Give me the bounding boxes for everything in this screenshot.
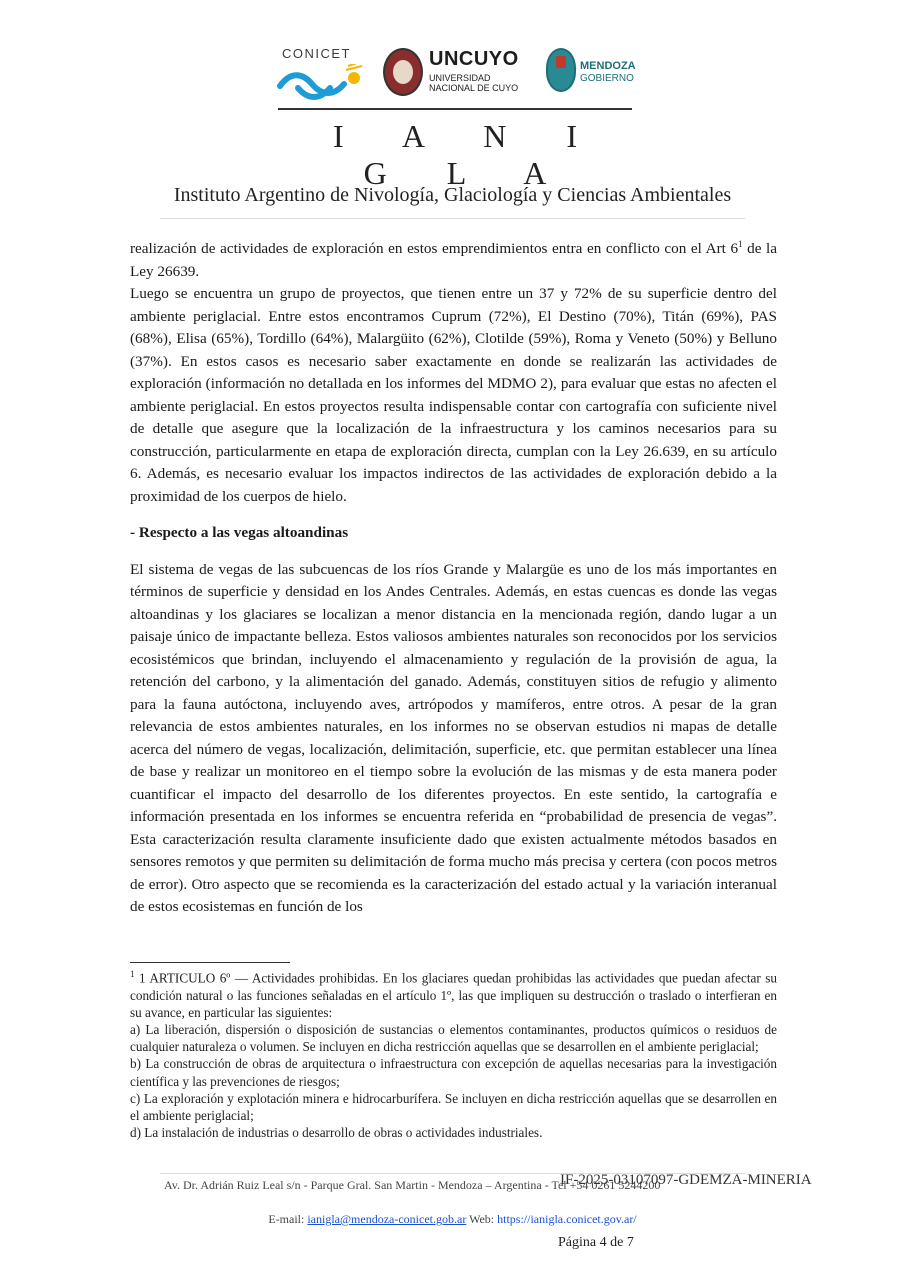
footnote-item-c: c) La exploración y explotación minera e hidrocarburífera. Se incluyen en dicha restricción aquellas que se desarrollen en el ambiente periglacial;: [130, 1090, 777, 1124]
uncuyo-sub-line2: NACIONAL DE CUYO: [429, 83, 519, 93]
footnote-ref: 1: [738, 238, 743, 249]
email-label: E-mail:: [268, 1212, 308, 1226]
paragraph-continuation: [130, 238, 777, 283]
mendoza-logo-subtext: GOBIERNO: [580, 73, 634, 84]
document-stamp: IF-2025-03107097-GDEMZA-MINERIA: [560, 1172, 812, 1188]
footnote-intro-text: 1 ARTICULO 6º — Actividades prohibidas. En los glaciares quedan prohibidas las actividades que puedan afectar su condición natural o las funciones señaladas en el artículo 1º, las que impliquen su destrucción o traslado o interfieran en su avance, en particular las siguientes:: [130, 970, 777, 1020]
email-link[interactable]: ianigla@mendoza-conicet.gob.ar: [307, 1212, 467, 1226]
footnotes: [130, 966, 777, 1141]
conicet-wave-icon: [276, 64, 366, 106]
header-divider: [160, 218, 745, 219]
paragraph-text: realización de actividades de exploración en estos emprendimientos entra en conflicto con el Art 6: [130, 240, 739, 257]
conicet-logo-text: CONICET: [282, 46, 351, 61]
footer-address: Av. Dr. Adrián Ruiz Leal s/n - Parque Gral. San Martin - Mendoza – Argentina - Tel +54 0261 5244200: [164, 1178, 661, 1192]
institute-acronym: I A N I G L A: [333, 118, 603, 191]
uncuyo-name: UNCUYO: [429, 48, 519, 70]
mendoza-logo: [546, 48, 636, 103]
institute-name: Instituto Argentino de Nivología, Glaciología y Ciencias Ambientales: [173, 184, 732, 206]
conicet-logo: [276, 46, 366, 106]
page-number: Página 4 de 7: [558, 1235, 634, 1250]
mendoza-logo-text: MENDOZA: [580, 60, 636, 72]
section-heading: - Respecto a las vegas altoandinas: [130, 524, 349, 541]
uncuyo-seal-icon: [383, 48, 423, 96]
footnote-item-a: a) La liberación, dispersión o disposición de sustancias o elementos contaminantes, productos químicos o residuos de cualquier naturaleza o volumen. Se incluyen en dicha restricción aquellas que se desarrollen en el ambiente periglacial;: [130, 1022, 777, 1055]
paragraph-vegas: El sistema de vegas de las subcuencas de los ríos Grande y Malargüe es uno de los más importantes en términos de superficie y densidad en los Andes Centrales. Además, en estas cuencas es donde las vegas altoandinas y los glaciares se localizan a menor distancia en la mencionada región, dando lugar a un paisaje único de impactante belleza. Estos valiosos ambientes naturales son reconocidos por los servicios ecosistémicos que brindan, incluyendo el almacenamiento y regulación de la provisión de agua, la retención del carbono, y la alimentación del ganado. Además, constituyen sitios de refugio y alimento para la fauna autóctona, incluyendo aves, artrópodos y mamíferos, entre otros. A pesar de la gran relevancia de estos ambientes naturales, en los informes no se observan estudios ni mapas de detalle acerca del número de vegas, localización, delimitación, superficie, etc. que permitan establecer una línea de base y realizar un monitoreo en el tiempo sobre la evolución de las mismas y de esta manera poder cuantificar el impacto del desarrollo de los diferentes proyectos. En este sentido, la cartografía e información presentada en los informes se encuentra referida en “probabilidad de presencia de vegas”. Esta caracterización resulta claramente insuficiente dado que existen actualmente métodos basados en sensores remotos y que permiten su delimitación de forma mucho más precisa y certera (con pocos metros de error). Otro aspecto que se recomienda es la caracterización del estado actual y la variación interanual de estos ecosistemas en función de los: [130, 560, 777, 915]
paragraph-text-end: de la Ley 26639.: [130, 240, 777, 280]
footnote-intro: [130, 966, 777, 1021]
uncuyo-subtitle: [429, 73, 518, 93]
footer-contact: [0, 1212, 905, 1227]
page-header: [0, 0, 905, 230]
document-body: [130, 238, 777, 919]
uncuyo-logo: [383, 48, 533, 103]
logo-divider: [278, 108, 632, 110]
footnote-item-b: b) La construcción de obras de arquitectura o infraestructura con excepción de aquellas necesarias para la investigación científica y las prevenciones de riesgos;: [130, 1056, 777, 1089]
paragraph-projects: Luego se encuentra un grupo de proyectos, que tienen entre un 37 y 72% de su superficie dentro del ambiente periglacial. Entre estos encontramos Cuprum (72%), El Destino (70%), Titán (69%), PAS (68%), Elisa (65%), Tordillo (64%), Malargüito (62%), Clotilde (59%), Roma y Veneto (50%) y Belluno (37%). En estos casos es necesario saber exactamente en donde se realizarán las actividades de exploración (información no detallada en los informes del MDMO 2), para evaluar que estas no afecten el ambiente periglacial. En estos proyectos resulta indispensable contar con cartografía con suficiente nivel de detalle que asegure que la localización de la infraestructura y los caminos necesarios para su construcción, particularmente en etapa de exploración directa, cumplan con la Ley 26.639, en su artículo 6. Además, es necesario evaluar los impactos indirectos de las actividades de exploración debido a la proximidad de los cuerpos de hielo.: [130, 285, 777, 505]
uncuyo-sub-line1: UNIVERSIDAD: [429, 73, 491, 83]
web-label: Web:: [466, 1212, 498, 1226]
web-link[interactable]: https://ianigla.conicet.gov.ar/: [497, 1212, 637, 1226]
logo-strip: [276, 40, 636, 110]
footnote-item-d: d) La instalación de industrias o desarrollo de obras o actividades industriales.: [130, 1125, 543, 1141]
mendoza-shield-icon: [546, 48, 576, 92]
footnote-number: 1: [130, 969, 135, 979]
footnote-divider: [130, 962, 290, 963]
